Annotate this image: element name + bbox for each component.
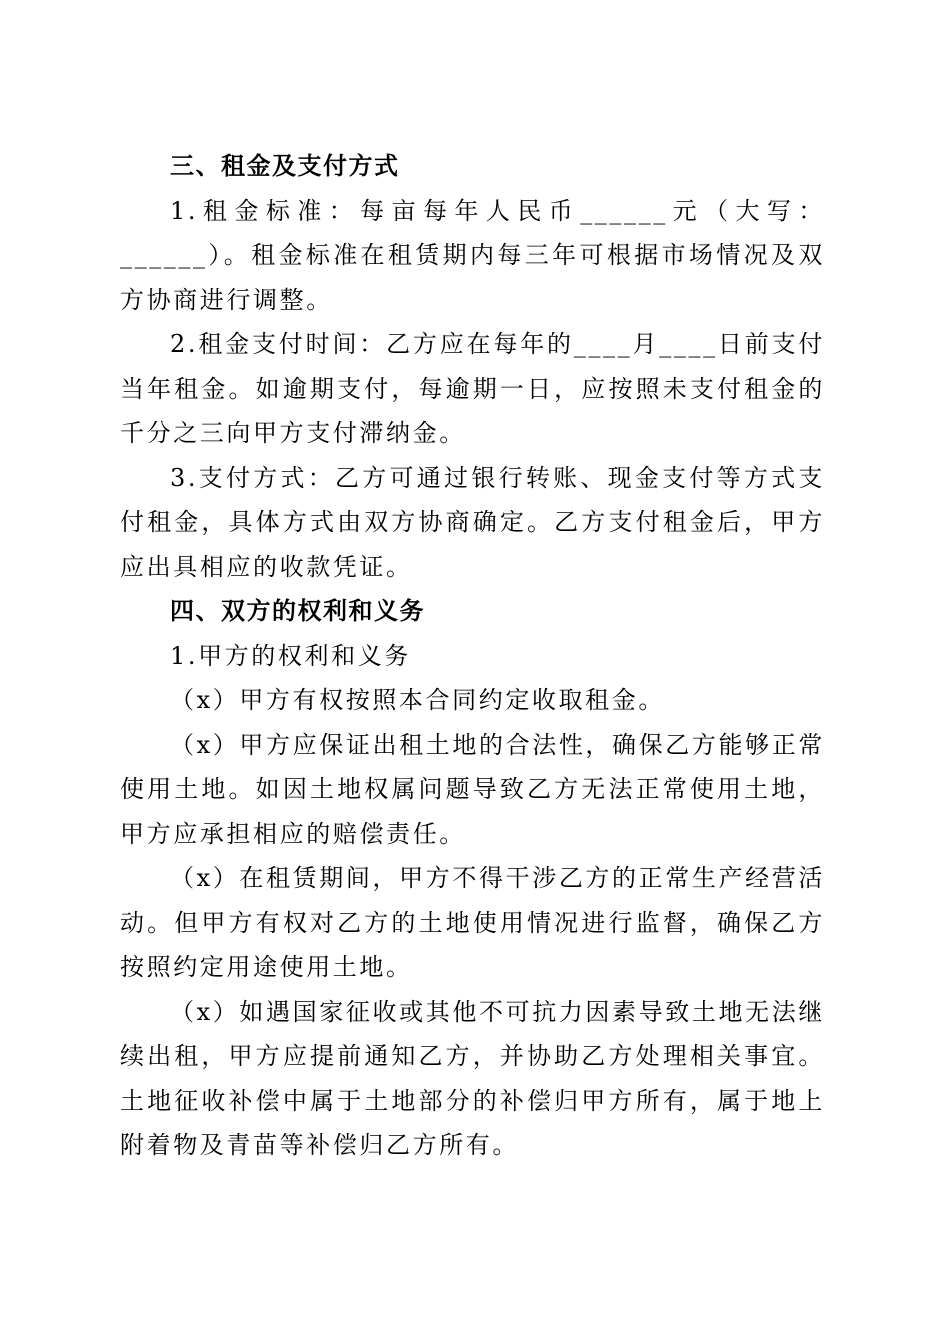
party-a-item: （x）甲方有权按照本合同约定收取租金。 — [170, 686, 665, 714]
rent-payment-time-paragraph: 2.租金支付时间：乙方应在每年的____月____日前支付当年租金。如逾期支付，每逾期一日，应按照未支付租金的千分之三向甲方支付滞纳金。 — [120, 330, 825, 447]
party-a-item: （x）在租赁期间，甲方不得干涉乙方的正常生产经营活动。但甲方有权对乙方的土地使用情况进行监督，确保乙方按照约定用途使用土地。 — [120, 864, 825, 981]
section-4-heading: 四、双方的权利和义务 — [170, 597, 425, 625]
payment-method-paragraph: 3.支付方式：乙方可通过银行转账、现金支付等方式支付租金，具体方式由双方协商确定。乙方支付租金后，甲方应出具相应的收款凭证。 — [120, 463, 825, 581]
rent-standard-paragraph: 1.租金标准：每亩每年人民币______元（大写：______）。租金标准在租赁期内每三年可根据市场情况及双方协商进行调整。 — [120, 196, 825, 314]
party-a-rights-subheading: 1.甲方的权利和义务 — [170, 641, 411, 670]
contract-body — [120, 144, 825, 1168]
party-a-item: （x）甲方应保证出租土地的合法性，确保乙方能够正常使用土地。如因土地权属问题导致乙方无法正常使用土地，甲方应承担相应的赔偿责任。 — [120, 730, 825, 848]
section-3-heading: 三、租金及支付方式 — [170, 152, 400, 180]
party-a-item: （x）如遇国家征收或其他不可抗力因素导致土地无法继续出租，甲方应提前通知乙方，并协助乙方处理相关事宜。土地征收补偿中属于土地部分的补偿归甲方所有，属于地上附着物及青苗等补偿归乙方所有。 — [120, 997, 825, 1159]
